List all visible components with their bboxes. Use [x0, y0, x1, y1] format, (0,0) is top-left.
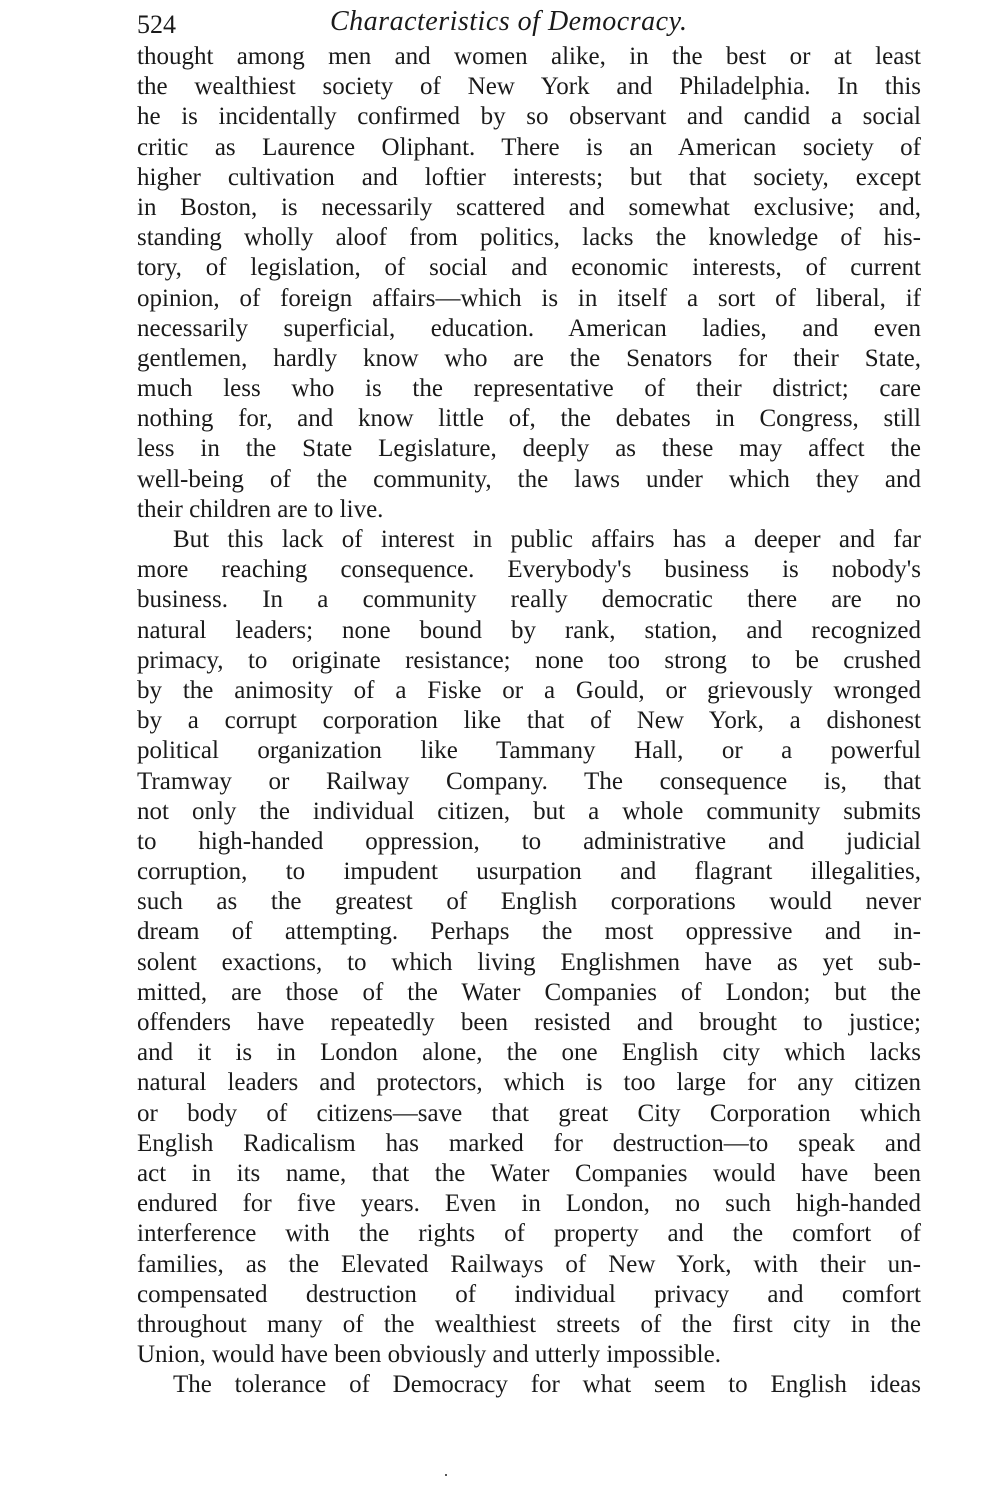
text-line: nothing for, and know little of, the debates in Congress, still — [137, 405, 921, 433]
text-line: dream of attempting. Perhaps the most oppressive and in- — [137, 918, 921, 946]
text-line: standing wholly aloof from politics, lacks the knowledge of his- — [137, 224, 921, 252]
text-line: natural leaders and protectors, which is too large for any citizen — [137, 1069, 921, 1097]
text-line: the wealthiest society of New York and Philadelphia. In this — [137, 73, 921, 101]
text-line: such as the greatest of English corporations would never — [137, 888, 921, 916]
text-line: compensated destruction of individual privacy and comfort — [137, 1280, 921, 1308]
text-line: in Boston, is necessarily scattered and somewhat exclusive; and, — [137, 193, 921, 221]
text-line: Union, would have been obviously and utterly impossible. — [137, 1341, 721, 1369]
text-line: mitted, are those of the Water Companies of London; but the — [137, 978, 921, 1006]
page-number: 524 — [137, 10, 176, 39]
text-line: by the animosity of a Fiske or a Gould, or grievously wronged — [137, 676, 921, 704]
text-line: act in its name, that the Water Companies would have been — [137, 1159, 921, 1187]
text-line: by a corrupt corporation like that of New York, a dishonest — [137, 707, 921, 735]
text-line: The tolerance of Democracy for what seem to English ideas — [173, 1371, 921, 1399]
text-line: or body of citizens—save that great City Corporation which — [137, 1099, 921, 1127]
text-line: corruption, to impudent usurpation and flagrant illegalities, — [137, 858, 921, 886]
text-line: opinion, of foreign affairs—which is in itself a sort of liberal, if — [137, 284, 921, 312]
text-line: well-being of the community, the laws under which they and — [137, 465, 921, 493]
text-line: business. In a community really democratic there are no — [137, 586, 921, 614]
text-line: But this lack of interest in public affairs has a deeper and far — [173, 526, 921, 553]
text-line: solent exactions, to which living Englishmen have as yet sub- — [137, 948, 921, 976]
text-line: tory, of legislation, of social and economic interests, of current — [137, 254, 921, 282]
text-line: offenders have repeatedly been resisted and brought to justice; — [137, 1009, 921, 1036]
text-line: more reaching consequence. Everybody's business is nobody's — [137, 556, 921, 584]
text-line: to high-handed oppression, to administrative and judicial — [137, 827, 921, 855]
text-line: gentlemen, hardly know who are the Senators for their State, — [137, 344, 921, 372]
running-title: Characteristics of Democracy. — [330, 6, 688, 37]
text-line: much less who is the representative of their district; care — [137, 375, 921, 403]
text-line: not only the individual citizen, but a whole community submits — [137, 797, 921, 825]
page-header — [0, 0, 1000, 44]
body-text — [137, 42, 921, 1400]
text-line: he is incidentally confirmed by so observant and candid a social — [137, 103, 921, 131]
scan-speck — [445, 1474, 447, 1476]
text-line: and it is in London alone, the one English city which lacks — [137, 1039, 921, 1067]
text-line: less in the State Legislature, deeply as these may affect the — [137, 435, 921, 463]
text-line: critic as Laurence Oliphant. There is an American society of — [137, 133, 921, 161]
text-line: endured for five years. Even in London, no such high-handed — [137, 1190, 921, 1218]
text-line: families, as the Elevated Railways of New York, with their un- — [137, 1250, 921, 1278]
text-line: higher cultivation and loftier interests; but that society, except — [137, 163, 921, 191]
text-line: their children are to live. — [137, 495, 384, 523]
text-line: natural leaders; none bound by rank, station, and recognized — [137, 616, 921, 644]
text-line: Tramway or Railway Company. The consequence is, that — [137, 767, 921, 795]
text-line: primacy, to originate resistance; none too strong to be crushed — [137, 646, 921, 674]
text-line: necessarily superficial, education. American ladies, and even — [137, 314, 921, 342]
text-line: throughout many of the wealthiest streets of the first city in the — [137, 1310, 921, 1338]
text-line: political organization like Tammany Hall, or a powerful — [137, 737, 921, 765]
text-line: interference with the rights of property and the comfort of — [137, 1220, 921, 1248]
text-line: English Radicalism has marked for destruction—to speak and — [137, 1129, 921, 1157]
text-line: thought among men and women alike, in the best or at least — [137, 43, 921, 70]
